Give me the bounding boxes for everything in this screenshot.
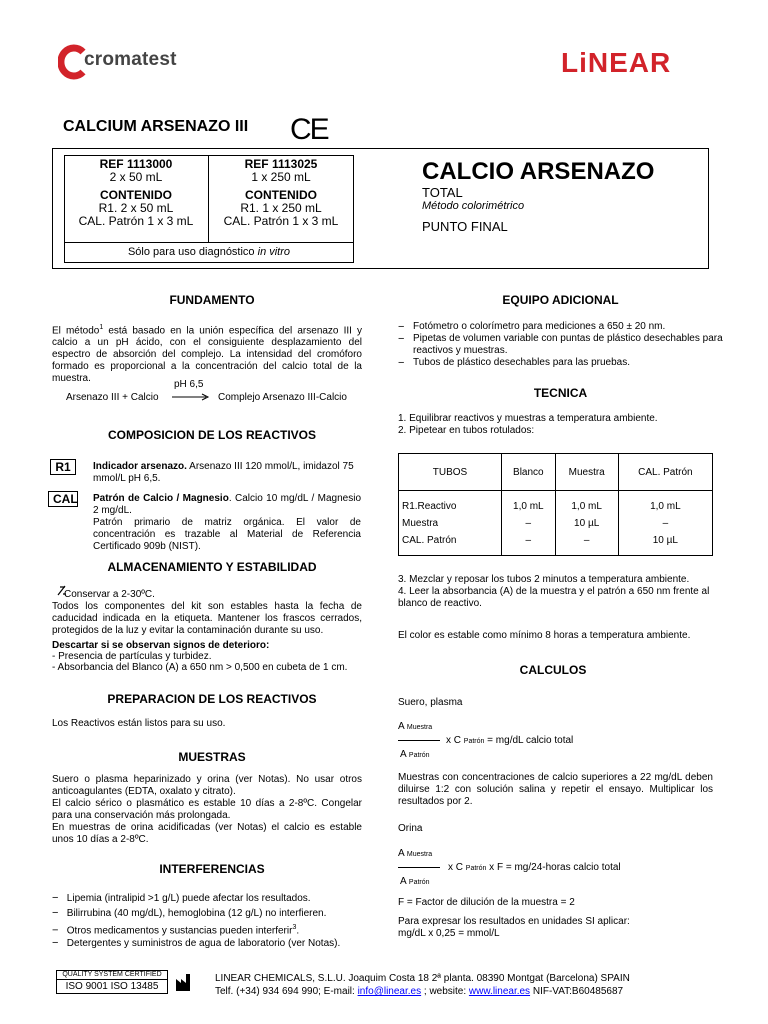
- email-link[interactable]: info@linear.es: [357, 986, 422, 997]
- reaction-product: Complejo Arsenazo III-Calcio: [218, 392, 347, 403]
- formula1-numerator: A Muestra: [398, 721, 433, 732]
- ref-size: 2 x 50 mL: [109, 170, 163, 184]
- cal-description: Patrón de Calcio / Magnesio. Calcio 10 mg/dL / Magnesio 2 mg/dL. Patrón primario de matriz orgánica. El valor de concentración es trazable al Material de Referencia Certificado 909b (NIST).: [93, 493, 362, 552]
- title-total: TOTAL: [422, 185, 463, 200]
- heading-almacenamiento: ALMACENAMIENTO Y ESTABILIDAD: [107, 560, 317, 574]
- heading-interferencias: INTERFERENCIAS: [159, 862, 265, 876]
- ref-code: REF 1113025: [244, 157, 318, 171]
- ref-code: REF 1113000: [99, 157, 173, 171]
- descartar-title: Descartar si se observan signos de deterioro:: [52, 640, 270, 651]
- table-row: R1.Reactivo Muestra CAL. Patrón 1,0 mL – – 1,0 mL 10 µL – 1,0 mL – 10 µL: [399, 491, 713, 556]
- document-title: CALCIO ARSENAZO: [422, 158, 655, 185]
- formula1-denominator: A Patrón: [400, 749, 430, 760]
- heading-muestras: MUESTRAS: [178, 750, 246, 764]
- reaction-reactants: Arsenazo III + Calcio: [66, 392, 159, 403]
- calculos-suero: Suero, plasma: [398, 697, 463, 708]
- formula1-rest: x C Patrón = mg/dL calcio total: [446, 735, 574, 746]
- equipo-list: − Fotómetro o colorímetro para mediciones a 650 ± 20 nm. − Pipetas de volumen variable con puntas de plástico desechables para reactivos y muestras. − Tubos de plástico desechables para las pruebas.: [398, 321, 723, 369]
- diagnostic-note: Sólo para uso diagnóstico in vitro: [127, 246, 291, 258]
- tecnica-table: [398, 453, 713, 556]
- title-method: Método colorimétrico: [422, 200, 525, 212]
- fundamento-text: El método$^1$ está basado en la unión específica del arsenazo III y calcio a un pH ácido, con el consiguiente desplazamiento del espectro de absorción del complejo. La intensidad del cromóforo formado es proporcional a la concentración del calcio total de la muestra.: [52, 324, 362, 385]
- contenido-label: CONTENIDO: [100, 188, 172, 202]
- product-title: CALCIUM ARSENAZO III: [63, 118, 249, 135]
- si-units-line2: mg/dL x 0,25 = mmol/L: [398, 928, 500, 939]
- heading-calculos: CALCULOS: [519, 663, 587, 677]
- formula2-rest: x C Patrón x F = mg/24-horas calcio total: [448, 862, 621, 873]
- formula2-numerator: A Muestra: [398, 848, 433, 859]
- almacenamiento-text: Todos los componentes del kit son estables hasta la fecha de caducidad indicada en la etiqueta. Mantener los frascos cerrados, protegidos de la luz y evitar la contaminación durante su uso.: [52, 601, 362, 636]
- brand-cromatest: cromatest: [84, 49, 177, 70]
- heading-composicion: COMPOSICION DE LOS REACTIVOS: [107, 428, 317, 442]
- muestras-text: Suero o plasma heparinizado y orina (ver Notas). No usar otros anticoagulantes (EDTA, oxalato y citrato). El calcio sérico o plasmático es estable 10 días a 2-8ºC. Congelar para una conservación más prolongada. En muestras de orina acidificadas (ver Notas) el calcio es estable unos 10 días a 2-8ºC.: [52, 774, 362, 845]
- contenido-line: CAL. Patrón 1 x 3 mL: [223, 214, 339, 228]
- ref-divider-h: [64, 242, 354, 243]
- heading-fundamento: FUNDAMENTO: [169, 293, 255, 307]
- ce-mark: CE: [290, 113, 328, 146]
- footer-address: LINEAR CHEMICALS, S.L.U. Joaquim Costa 18 2ª planta. 08390 Montgat (Barcelona) SPAIN Telf. (+34) 934 694 990; E-mail: info@linear.es ; website: www.linear.es NIF-VAT:B60485687: [215, 973, 630, 997]
- fraction-line: [398, 867, 440, 868]
- interferencias-list: − Lipemia (intralipid >1 g/L) puede afectar los resultados. − Bilirrubina (40 mg/dL), hemoglobina (12 g/L) no interfieren. − Otros medicamentos y sustancias pueden interferir$^3$. − Detergentes y suministros de agua de laboratorio (ver Notas).: [52, 892, 341, 949]
- ref-size: 1 x 250 mL: [251, 170, 311, 184]
- brand-linear: LiNEAR: [561, 47, 672, 78]
- r1-badge: R1: [50, 459, 76, 475]
- fraction-line: [398, 740, 440, 741]
- contenido-line: R1. 2 x 50 mL: [98, 201, 174, 215]
- contenido-line: CAL. Patrón 1 x 3 mL: [78, 214, 194, 228]
- heading-equipo: EQUIPO ADICIONAL: [502, 293, 619, 307]
- ref-column-1: [64, 158, 208, 228]
- reaction-arrow-icon: [172, 392, 210, 402]
- preparacion-text: Los Reactivos están listos para su uso.: [52, 718, 226, 729]
- calculos-orina: Orina: [398, 823, 423, 834]
- contenido-label: CONTENIDO: [245, 188, 317, 202]
- tecnica-step-1: 1. Equilibrar reactivos y muestras a temperatura ambiente.: [398, 413, 658, 424]
- website-link[interactable]: www.linear.es: [468, 986, 531, 997]
- tecnica-step-4: 4. Leer la absorbancia (A) de la muestra y el patrón a 650 nm frente al blanco de reactivo.: [398, 586, 710, 609]
- heading-preparacion: PREPARACION DE LOS REACTIVOS: [107, 692, 317, 706]
- descartar-item: - Presencia de partículas y turbidez.: [52, 651, 212, 662]
- manufacturer-icon: [174, 971, 196, 993]
- r1-description: Indicador arsenazo. Arsenazo III 120 mmol/L, imidazol 75 mmol/L pH 6,5.: [93, 461, 354, 484]
- heading-tecnica: TECNICA: [533, 386, 588, 400]
- reaction-ph: pH 6,5: [174, 379, 204, 390]
- cal-badge: CAL: [48, 491, 78, 507]
- tecnica-step-2: 2. Pipetear en tubos rotulados:: [398, 425, 535, 436]
- quality-certification-badge: QUALITY SYSTEM CERTIFIED ISO 9001 ISO 13485: [56, 970, 168, 994]
- ref-column-2: [209, 158, 353, 228]
- almacenamiento-conservar: Conservar a 2-30ºC.: [64, 589, 155, 600]
- factor-definition: F = Factor de dilución de la muestra = 2: [398, 897, 575, 908]
- calculos-note: Muestras con concentraciones de calcio superiores a 22 mg/dL deben diluirse 1:2 con solución salina y repetir el ensayo. Multiplicar los resultados por 2.: [398, 772, 713, 807]
- color-note: El color es estable como mínimo 8 horas a temperatura ambiente.: [398, 630, 691, 641]
- title-endpoint: PUNTO FINAL: [422, 219, 508, 234]
- formula2-denominator: A Patrón: [400, 876, 430, 887]
- table-header-row: TUBOS Blanco Muestra CAL. Patrón: [399, 454, 713, 491]
- descartar-item: - Absorbancia del Blanco (A) a 650 nm > 0,500 en cubeta de 1 cm.: [52, 662, 348, 673]
- contenido-line: R1. 1 x 250 mL: [240, 201, 322, 215]
- tecnica-step-3: 3. Mezclar y reposar los tubos 2 minutos a temperatura ambiente.: [398, 574, 690, 585]
- si-units-line1: Para expresar los resultados en unidades SI aplicar:: [398, 916, 630, 927]
